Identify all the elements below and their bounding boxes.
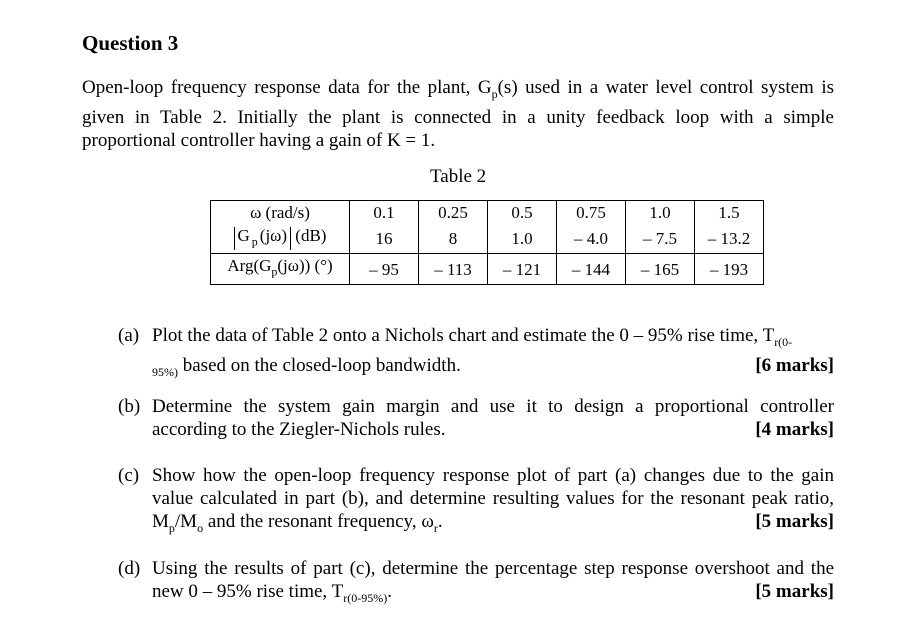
table-cell: 0.5 bbox=[488, 201, 557, 225]
question-heading: Question 3 bbox=[82, 31, 179, 55]
frequency-response-table bbox=[210, 200, 764, 285]
table-cell: – 113 bbox=[419, 254, 488, 284]
part-text: Determine the system gain margin and use it to design a proportional controller according to the Ziegler-Nichols rules. [4 marks] bbox=[152, 396, 834, 440]
table-row-magnitude bbox=[211, 224, 764, 254]
part-c bbox=[118, 464, 834, 540]
table-cell: – 7.5 bbox=[626, 224, 695, 254]
magnitude-abs-bars: G $_p$ (jω) bbox=[234, 224, 292, 253]
part-label: (b) bbox=[118, 396, 141, 417]
table-cell: – 121 bbox=[488, 254, 557, 284]
part-label: (c) bbox=[118, 465, 140, 486]
table-cell: – 4.0 bbox=[557, 224, 626, 254]
table-cell: – 193 bbox=[695, 254, 764, 284]
marks: [5 marks] bbox=[755, 511, 834, 532]
part-d bbox=[118, 557, 834, 610]
part-text: Using the results of part (c), determine the percentage step response overshoot and the new 0 – 95% rise time, $T_{r(0-95\%)}$. [5 marks] bbox=[152, 558, 834, 605]
table-cell: 1.5 bbox=[695, 201, 764, 225]
table-caption: Table 2 bbox=[430, 166, 487, 187]
row-label-magnitude: G $_p$ (jω) (dB) bbox=[211, 224, 350, 254]
table-cell: 8 bbox=[419, 224, 488, 254]
marks: [4 marks] bbox=[755, 419, 834, 440]
table-cell: 0.1 bbox=[350, 201, 419, 225]
marks: [6 marks] bbox=[755, 354, 834, 376]
table-cell: – 165 bbox=[626, 254, 695, 284]
table-cell: 16 bbox=[350, 224, 419, 254]
part-label: (d) bbox=[118, 558, 141, 579]
table-cell: 1.0 bbox=[488, 224, 557, 254]
table-row-omega bbox=[211, 201, 764, 225]
part-label: (a) bbox=[118, 325, 140, 346]
part-text: Show how the open-loop frequency response plot of part (a) changes due to the gain value calculated in part (b), and determine resulting values for the resonant peak ratio, $M_p/M_o$ and the resonant frequency, $\omega_r$. [5 marks] bbox=[152, 465, 834, 535]
table-cell: – 144 bbox=[557, 254, 626, 284]
table-cell: – 95 bbox=[350, 254, 419, 284]
table-cell: – 13.2 bbox=[695, 224, 764, 254]
row-label-phase: $Arg(G_p(j\omega))$ (°) bbox=[211, 254, 350, 284]
part-text: Plot the data of Table 2 onto a Nichols chart and estimate the 0 – 95% rise time, $T_{r(0-}$ $_{95\%)}$ based on the closed-loop bandwidth. [6 marks] bbox=[152, 325, 834, 379]
table-cell: 0.75 bbox=[557, 201, 626, 225]
marks: [5 marks] bbox=[755, 581, 834, 602]
table-cell: 1.0 bbox=[626, 201, 695, 225]
row-label-omega: ω (rad/s) bbox=[211, 201, 350, 225]
part-a bbox=[118, 324, 834, 384]
part-b bbox=[118, 395, 834, 441]
table-cell: 0.25 bbox=[419, 201, 488, 225]
table-row-phase bbox=[211, 254, 764, 284]
intro-paragraph: Open-loop frequency response data for the plant, $G_p(s)$ used in a water level control system is given in Table 2. Initially the plant is connected in a unity feedback loop with a simple proportional controller having a gain of K = 1. bbox=[82, 77, 835, 151]
